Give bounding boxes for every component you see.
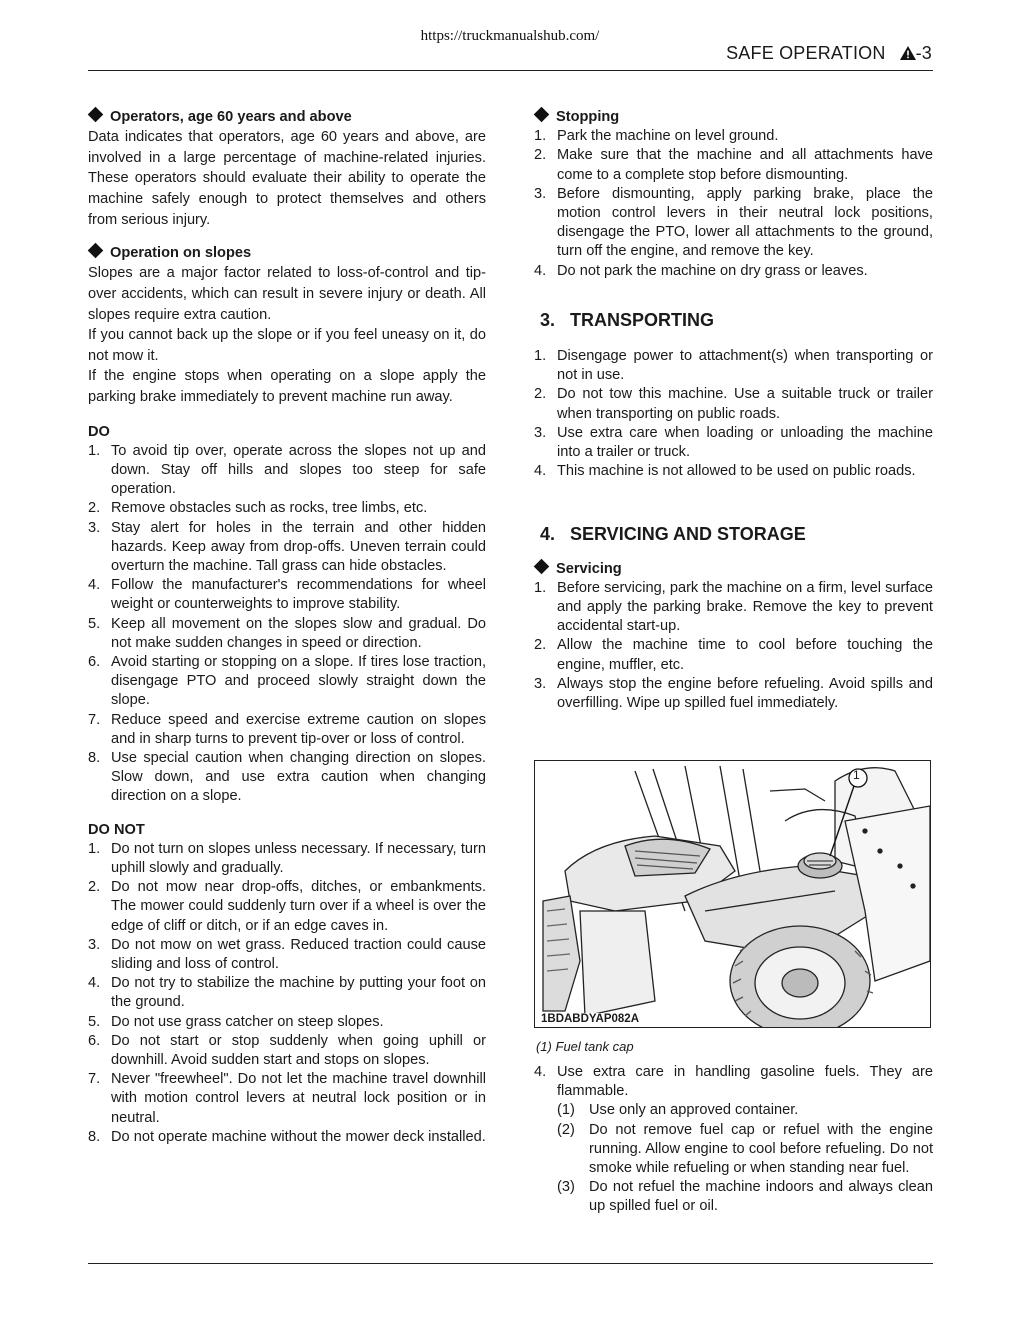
list-item: 3. Before dismounting, apply parking brake, place the motion control levers in their neutral lock positions, disengage the PTO, lower all attachments to the ground, turn off the engine, and remove the key. (534, 185, 933, 260)
list-item: 8. Do not operate machine without the mower deck installed. (88, 1128, 486, 1145)
figure-caption: (1) Fuel tank cap (536, 1039, 634, 1054)
sub-list-item: (2) Do not remove fuel cap or refuel with the engine running. Allow engine to cool before refueling. Do not smoke while refueling or when standing near fuel. (557, 1121, 933, 1177)
warning-triangle-icon (900, 44, 916, 65)
slopes-paragraph: If you cannot back up the slope or if you feel uneasy on it, do not mow it. (88, 327, 486, 364)
mower-illustration (535, 761, 931, 1028)
list-item: 4. Do not try to stabilize the machine by putting your foot on the ground. (88, 975, 486, 1011)
donot-label: DO NOT (88, 821, 145, 838)
diamond-bullet-icon (534, 107, 550, 123)
source-url: https://truckmanualshub.com/ (420, 28, 600, 44)
sub-list-item: (3) Do not refuel the machine indoors and always clean up spilled fuel or oil. (557, 1179, 933, 1215)
do-label: DO (88, 423, 110, 440)
list-item: 1. Before servicing, park the machine on a firm, level surface and apply the parking brake. Remove the key to prevent accidental start-up. (534, 579, 933, 635)
servicing-list (534, 579, 933, 713)
list-item: 3. Use extra care when loading or unloading the machine into a trailer or truck. (534, 424, 933, 461)
section-transporting-title: 3. TRANSPORTING (540, 309, 714, 330)
list-item: 4. Do not park the machine on dry grass or leaves. (534, 262, 868, 279)
slopes-paragraph: Slopes are a major factor related to loss-of-control and tip-over accidents, which can result in severe injury or death. All slopes require extra caution. (88, 265, 486, 323)
list-item: 1. Park the machine on level ground. (534, 128, 779, 145)
transport-list (534, 347, 933, 481)
list-item: 2. Remove obstacles such as rocks, tree limbs, etc. (88, 500, 428, 517)
list-item: 1. Disengage power to attachment(s) when transporting or not in use. (534, 348, 933, 384)
diamond-bullet-icon (88, 107, 104, 123)
right-column (534, 108, 933, 713)
list-item: 3. Always stop the engine before refueling. Avoid spills and overfilling. Wipe up spilled fuel immediately. (534, 675, 933, 712)
list-item: 1. Do not turn on slopes unless necessary. If necessary, turn uphill slowly and gradually. (88, 840, 486, 876)
list-item: 1. To avoid tip over, operate across the slopes not up and down. Stay off hills and slopes too steep for safe operation. (88, 442, 486, 498)
sub-list-item: (1) Use only an approved container. (557, 1102, 799, 1119)
list-item: 4. Use extra care in handling gasoline fuels. They are flammable. (534, 1064, 933, 1100)
callout-number: 1 (853, 768, 860, 782)
list-item: 2. Allow the machine time to cool before touching the engine, muffler, etc. (534, 637, 933, 673)
section-servicing-title: 4. SERVICING AND STORAGE (540, 524, 806, 545)
slopes-paragraph: If the engine stops when operating on a slope apply the parking brake immediately to prevent machine run away. (88, 368, 486, 405)
fuel-tank-figure (534, 760, 931, 1028)
diamond-bullet-icon (534, 558, 550, 574)
operators-text: Data indicates that operators, age 60 years and above, are involved in a large percentage of machine-related injuries. These operators should evaluate their ability to operate the machine safely enough to protect themselves and others from serious injury. (88, 129, 486, 228)
stopping-list (534, 127, 933, 281)
servicing-heading: Servicing (534, 560, 933, 579)
slopes-heading: Operation on slopes (88, 244, 486, 263)
list-item: 7. Never "freewheel". Do not let the machine travel downhill with motion control levers at neutral lock position or in neutral. (88, 1071, 486, 1126)
list-item: 5. Do not use grass catcher on steep slopes. (88, 1013, 384, 1030)
page-number: -3 (915, 43, 932, 63)
figure-code: 1BDABDYAP082A (541, 1013, 640, 1025)
header-rule (88, 70, 933, 71)
do-list (88, 442, 486, 807)
left-column (88, 108, 486, 1147)
list-item: 2. Do not mow near drop-offs, ditches, or embankments. The mower could suddenly turn over if a wheel is over the edge of cliff or ditch, or if an edge caves in. (88, 879, 486, 934)
list-item: 3. Do not mow on wet grass. Reduced traction could cause sliding and loss of control. (88, 936, 486, 973)
stopping-heading: Stopping (534, 108, 933, 127)
list-item: 3. Stay alert for holes in the terrain and other hidden hazards. Keep away from drop-offs. Uneven terrain could overturn the machine. Tall grass can hide obstacles. (88, 519, 486, 574)
fuel-handling-block (534, 1063, 933, 1217)
fuel-subitems (534, 1101, 933, 1216)
header-title: SAFE OPERATION (726, 43, 886, 63)
list-item: 4. Follow the manufacturer's recommendations for wheel weight or counterweights to improve stability. (88, 577, 486, 613)
page-header (726, 43, 932, 65)
servicing-list-continued (534, 1063, 933, 1101)
list-item: 2. Make sure that the machine and all attachments have come to a complete stop before dismounting. (534, 147, 933, 183)
operators-heading: Operators, age 60 years and above (88, 108, 486, 127)
list-item: 2. Do not tow this machine. Use a suitable truck or trailer when transporting on public roads. (534, 386, 933, 422)
list-item: 8. Use special caution when changing direction on slopes. Slow down, and use extra caution when changing direction on a slope. (88, 749, 486, 805)
list-item: 4. This machine is not allowed to be used on public roads. (534, 463, 916, 480)
list-item: 7. Reduce speed and exercise extreme caution on slopes and in sharp turns to prevent tip-over or loss of control. (88, 711, 486, 747)
donot-list (88, 840, 486, 1147)
footer-rule (88, 1263, 933, 1264)
list-item: 6. Avoid starting or stopping on a slope. If tires lose traction, disengage PTO and proceed slowly straight down the slope. (88, 653, 486, 709)
list-item: 6. Do not start or stop suddenly when going uphill or downhill. Avoid sudden start and stops on slopes. (88, 1032, 486, 1069)
diamond-bullet-icon (88, 243, 104, 259)
list-item: 5. Keep all movement on the slopes slow and gradual. Do not make sudden changes in speed or direction. (88, 615, 486, 651)
